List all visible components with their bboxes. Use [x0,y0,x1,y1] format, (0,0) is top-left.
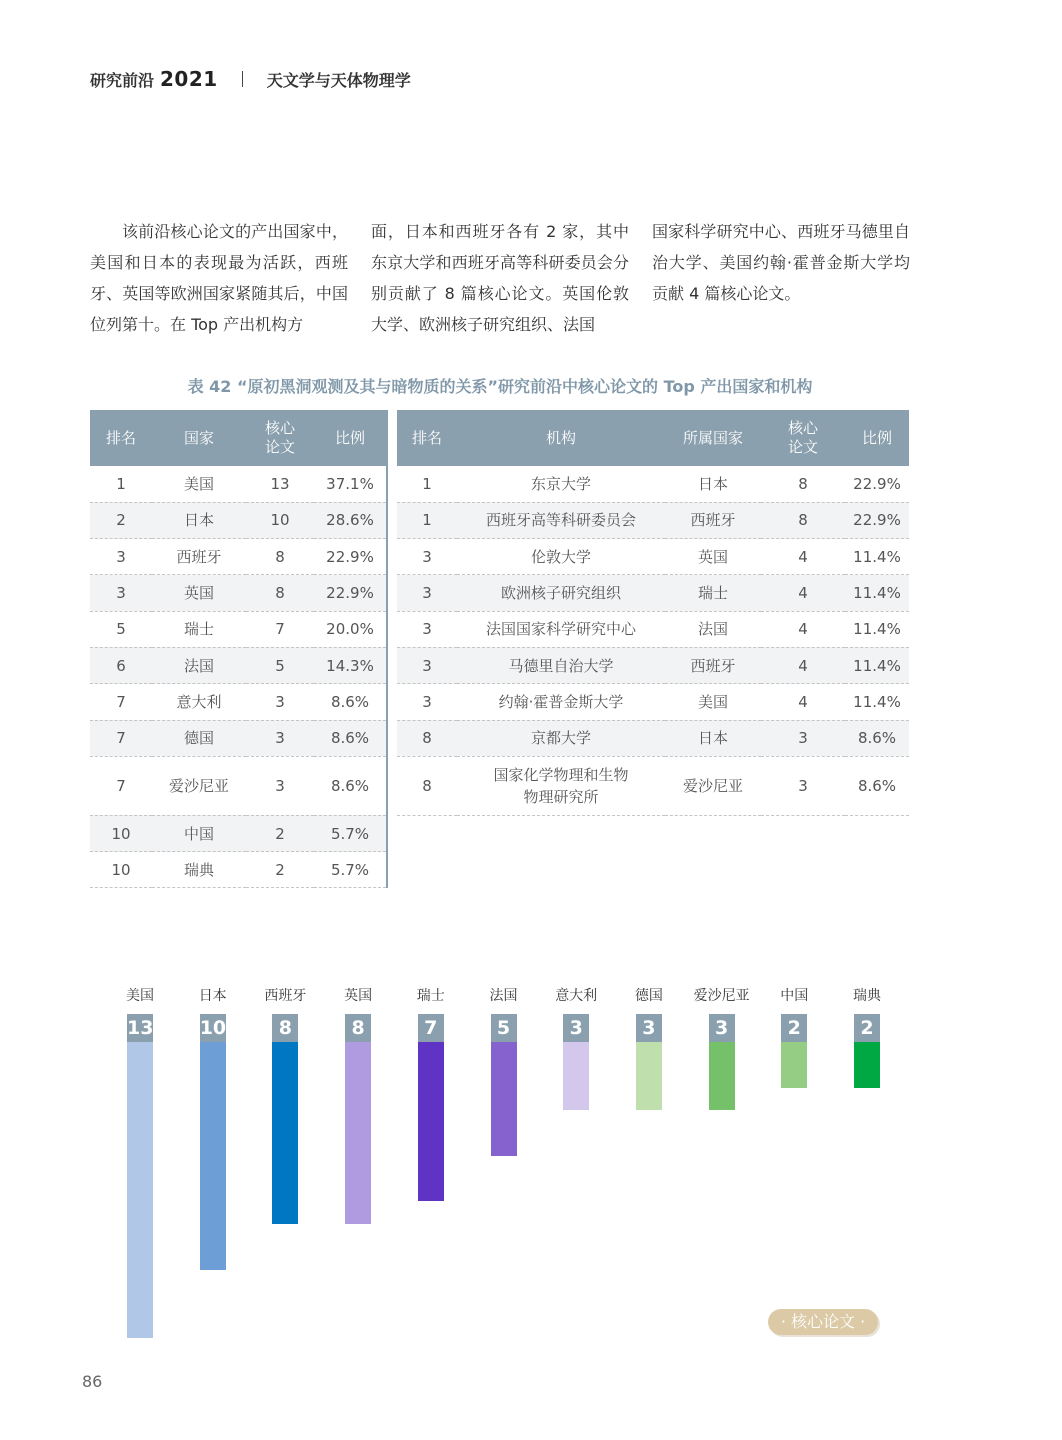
cell-share: 37.1% [314,466,386,502]
bar-category-label: 美国 [126,988,154,1004]
cell-papers: 4 [761,647,845,683]
col-header-country: 国家 [152,410,246,466]
cell-country: 中国 [152,815,246,851]
header-field: 天文学与天体物理学 [266,70,411,90]
paragraph-1: 该前沿核心论文的产出国家中，美国和日本的表现最为活跃，西班牙、英国等欧洲国家紧随其后，中国位列第十。在 Top 产出机构方 [90,222,348,334]
cell-country: 西班牙 [665,502,761,538]
bar-value-label: 2 [854,1014,880,1042]
cell-country: 日本 [665,466,761,502]
cell-country: 美国 [152,466,246,502]
cell-institution: 东京大学 [457,466,665,502]
running-header [90,64,411,94]
table-row [90,502,386,538]
cell-rank: 5 [90,611,152,647]
cell-papers: 3 [761,756,845,815]
bar-value-label: 8 [272,1014,298,1042]
cell-papers: 5 [246,647,314,683]
cell-rank: 1 [397,466,457,502]
cell-papers: 3 [246,756,314,815]
table-row [397,466,909,502]
cell-papers: 3 [246,720,314,756]
bar-value-label: 2 [781,1014,807,1042]
col-header-papers-text: 核心论文 [787,419,818,456]
bar [200,1042,226,1270]
col-header-institution: 机构 [457,410,665,466]
cell-papers: 7 [246,611,314,647]
bar-category-label: 德国 [634,988,663,1004]
institution-table [397,410,909,816]
bar-value-label: 10 [200,1014,226,1042]
cell-institution: 伦敦大学 [457,539,665,575]
cell-rank: 10 [90,852,152,888]
cell-institution: 西班牙高等科研委员会 [457,502,665,538]
cell-share: 22.9% [314,575,386,611]
cell-share: 8.6% [314,720,386,756]
cell-rank: 8 [397,756,457,815]
cell-rank: 3 [397,684,457,720]
bar [345,1042,371,1224]
cell-country: 西班牙 [665,647,761,683]
cell-rank: 7 [90,756,152,815]
table-row [397,502,909,538]
cell-papers: 3 [246,684,314,720]
cell-papers: 4 [761,611,845,647]
cell-rank: 2 [90,502,152,538]
header-divider [242,71,243,87]
table-row [90,684,386,720]
cell-rank: 7 [90,720,152,756]
text-column-2 [371,216,629,340]
cell-papers: 3 [761,720,845,756]
cell-country: 法国 [152,647,246,683]
cell-share: 8.6% [314,684,386,720]
bar-value-label: 13 [127,1014,153,1042]
cell-share: 22.9% [845,466,909,502]
bar-category-label: 日本 [198,988,227,1004]
table-divider [386,410,388,888]
cell-institution: 国家化学物理和生物物理研究所 [457,756,665,815]
bar-category-label: 西班牙 [264,988,307,1004]
cell-share: 22.9% [314,539,386,575]
bar-category-label: 爱沙尼亚 [693,988,750,1004]
cell-papers: 13 [246,466,314,502]
core-papers-bar-chart [110,985,900,1355]
cell-share: 11.4% [845,684,909,720]
cell-country: 德国 [152,720,246,756]
cell-country: 瑞士 [152,611,246,647]
bar-category-label: 瑞士 [416,988,445,1004]
table-row [90,575,386,611]
table-row [90,539,386,575]
col-header-country: 所属国家 [665,410,761,466]
cell-share: 11.4% [845,647,909,683]
col-header-papers [761,410,845,466]
institution-table-body [397,466,909,815]
cell-country: 爱沙尼亚 [665,756,761,815]
table-row [397,575,909,611]
cell-rank: 7 [90,684,152,720]
cell-rank: 6 [90,647,152,683]
bar [491,1042,517,1156]
cell-rank: 3 [397,611,457,647]
bar-category-label: 意大利 [555,988,598,1004]
cell-share: 8.6% [314,756,386,815]
bar [272,1042,298,1224]
cell-papers: 4 [761,575,845,611]
paragraph-3: 国家科学研究中心、西班牙马德里自治大学、美国约翰·霍普金斯大学均贡献 4 篇核心论文。 [652,222,910,303]
cell-institution: 法国国家科学研究中心 [457,611,665,647]
cell-institution: 京都大学 [457,720,665,756]
table-row [90,852,386,888]
col-header-papers-text: 核心论文 [264,419,295,456]
cell-share: 28.6% [314,502,386,538]
bar [418,1042,444,1201]
cell-share: 5.7% [314,815,386,851]
cell-country: 瑞士 [665,575,761,611]
cell-papers: 4 [761,684,845,720]
cell-share: 11.4% [845,539,909,575]
cell-papers: 2 [246,852,314,888]
cell-country: 英国 [152,575,246,611]
cell-share: 11.4% [845,575,909,611]
table-row [90,815,386,851]
bar-category-label: 瑞典 [853,988,881,1004]
cell-country: 日本 [665,720,761,756]
table-row [397,684,909,720]
table-row [397,611,909,647]
cell-papers: 2 [246,815,314,851]
cell-share: 8.6% [845,720,909,756]
bar [127,1042,153,1338]
bar-value-label: 7 [418,1014,444,1042]
table-row [397,720,909,756]
cell-share: 22.9% [845,502,909,538]
cell-rank: 3 [397,539,457,575]
col-header-rank: 排名 [397,410,457,466]
cell-country: 意大利 [152,684,246,720]
bar [781,1042,807,1088]
bar-category-label: 英国 [344,988,373,1004]
cell-share: 8.6% [845,756,909,815]
bar [563,1042,589,1110]
bar [709,1042,735,1110]
bar-category-label: 法国 [489,988,518,1004]
cell-rank: 3 [397,647,457,683]
cell-share: 20.0% [314,611,386,647]
table-row [90,756,386,815]
country-table-body [90,466,386,888]
cell-papers: 4 [761,539,845,575]
table-row [397,647,909,683]
country-table-header [90,410,386,466]
cell-country: 日本 [152,502,246,538]
cell-papers: 10 [246,502,314,538]
cell-country: 法国 [665,611,761,647]
country-table [90,410,386,888]
bar-value-label: 3 [636,1014,662,1042]
cell-institution: 马德里自治大学 [457,647,665,683]
chart-legend: · 核心论文 · [768,1309,878,1335]
table-row [90,611,386,647]
table-row [397,539,909,575]
col-header-rank: 排名 [90,410,152,466]
bar-value-label: 3 [709,1014,735,1042]
bar [854,1042,880,1088]
cell-rank: 1 [397,502,457,538]
cell-rank: 8 [397,720,457,756]
col-header-share: 比例 [845,410,909,466]
cell-papers: 8 [246,539,314,575]
cell-institution: 约翰·霍普金斯大学 [457,684,665,720]
cell-country: 西班牙 [152,539,246,575]
table-row [90,647,386,683]
table-caption: 表 42 “原初黑洞观测及其与暗物质的关系”研究前沿中核心论文的 Top 产出国家和机构 [187,377,813,396]
cell-rank: 1 [90,466,152,502]
text-column-1 [90,216,348,340]
bar-value-label: 3 [563,1014,589,1042]
cell-institution: 欧洲核子研究组织 [457,575,665,611]
cell-rank: 3 [90,575,152,611]
bar [636,1042,662,1110]
cell-papers: 8 [761,466,845,502]
cell-country: 美国 [665,684,761,720]
bar-value-label: 8 [345,1014,371,1042]
col-header-papers [246,410,314,466]
cell-papers: 8 [246,575,314,611]
table-row [90,466,386,502]
cell-share: 5.7% [314,852,386,888]
body-text [90,216,910,340]
table-row [397,756,909,815]
cell-country: 瑞典 [152,852,246,888]
text-column-3 [652,216,910,340]
bar-category-label: 中国 [780,988,809,1004]
page-number: 86 [82,1372,103,1391]
cell-share: 14.3% [314,647,386,683]
cell-country: 英国 [665,539,761,575]
table-row [90,720,386,756]
cell-papers: 8 [761,502,845,538]
paragraph-2: 面，日本和西班牙各有 2 家，其中东京大学和西班牙高等科研委员会分别贡献了 8 篇核心论文。英国伦敦大学、欧洲核子研究组织、法国 [371,222,629,334]
institution-table-header [397,410,909,466]
cell-rank: 3 [90,539,152,575]
header-year: 2021 [160,67,218,91]
bar-value-label: 5 [491,1014,517,1042]
col-header-share: 比例 [314,410,386,466]
cell-rank: 10 [90,815,152,851]
header-brand: 研究前沿 [90,70,155,90]
cell-country: 爱沙尼亚 [152,756,246,815]
cell-rank: 3 [397,575,457,611]
cell-share: 11.4% [845,611,909,647]
